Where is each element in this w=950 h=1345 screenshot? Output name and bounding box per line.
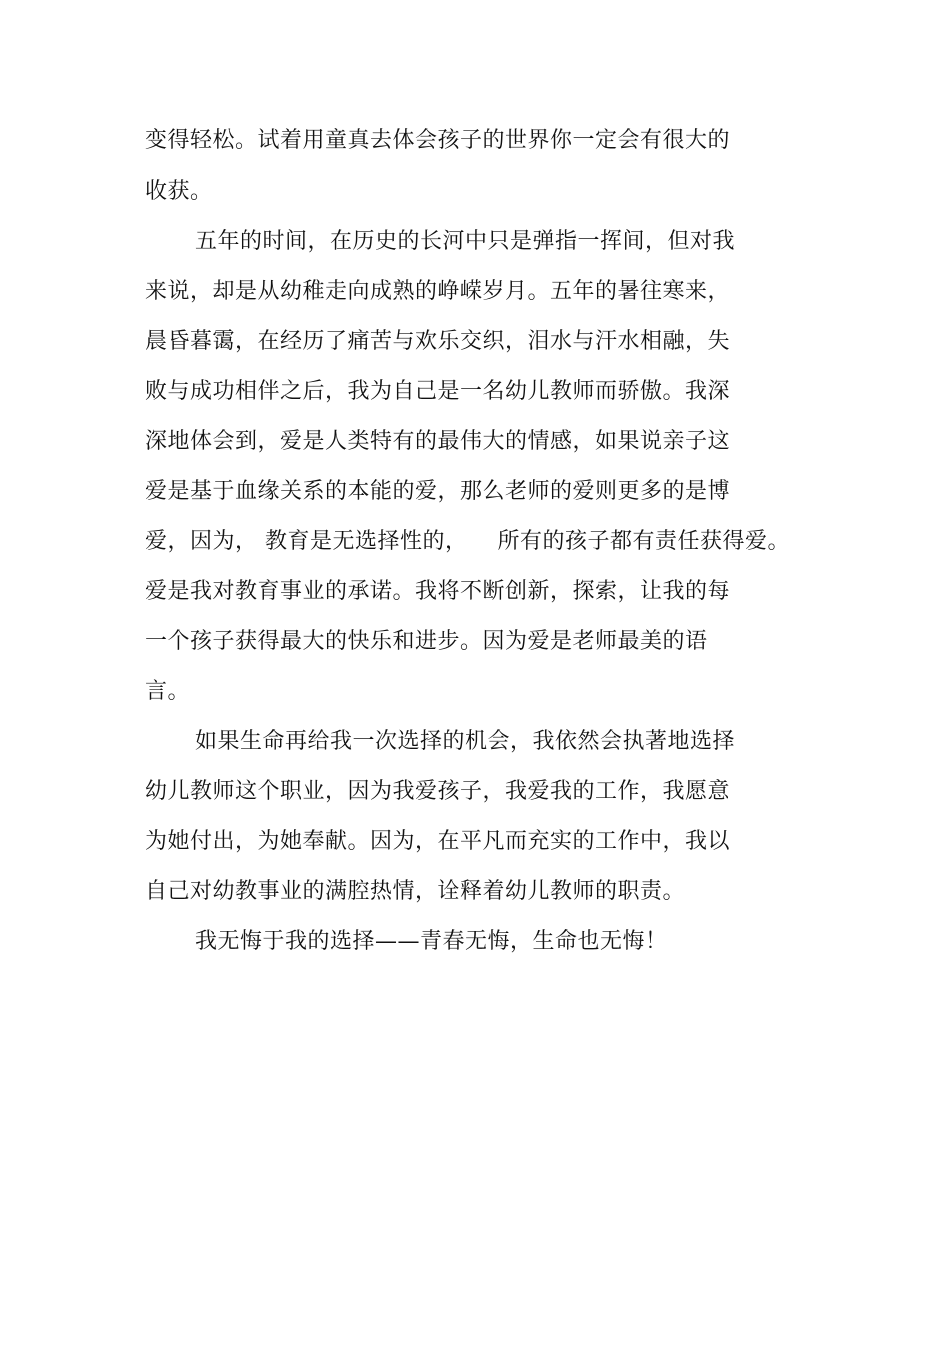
text-line-8: 爱是基于血缘关系的本能的爱，那么老师的爱则更多的是博: [145, 479, 731, 504]
text-line-12: 言。: [145, 679, 191, 704]
paragraph-start-line: 五年的时间，在历史的长河中只是弹指一挥间，但对我: [195, 229, 736, 254]
text-line-5: 晨昏暮霭，在经历了痛苦与欢乐交织，泪水与汗水相融，失: [145, 329, 731, 354]
text-line-6: 败与成功相伴之后，我为自己是一名幼儿教师而骄傲。我深: [145, 379, 731, 404]
text-line-15: 为她付出，为她奉献。因为，在平凡而充实的工作中，我以: [145, 829, 731, 854]
text-line-11: 一个孩子获得最大的快乐和进步。因为爱是老师最美的语: [145, 629, 708, 654]
text-line-1: 变得轻松。试着用童真去体会孩子的世界你一定会有很大的: [145, 128, 731, 153]
text-line-2: 收获。: [145, 179, 213, 204]
closing-line: 我无悔于我的选择——青春无悔，生命也无悔！: [195, 929, 668, 954]
text-line-10: 爱是我对教育事业的承诺。我将不断创新，探索，让我的每: [145, 579, 731, 604]
text-line-16: 自己对幼教事业的满腔热情，诠释着幼儿教师的职责。: [145, 879, 686, 904]
text-line-4: 来说，却是从幼稚走向成熟的峥嵘岁月。五年的暑往寒来，: [145, 279, 731, 304]
paragraph-start-line: 如果生命再给我一次选择的机会，我依然会执著地选择: [195, 729, 736, 754]
text-line-14: 幼儿教师这个职业，因为我爱孩子，我爱我的工作，我愿意: [145, 779, 731, 804]
text-line-9: 爱，因为， 教育是无选择性的， 所有的孩子都有责任获得爱。: [145, 529, 790, 554]
text-line-7: 深地体会到，爱是人类特有的最伟大的情感，如果说亲子这: [145, 429, 731, 454]
